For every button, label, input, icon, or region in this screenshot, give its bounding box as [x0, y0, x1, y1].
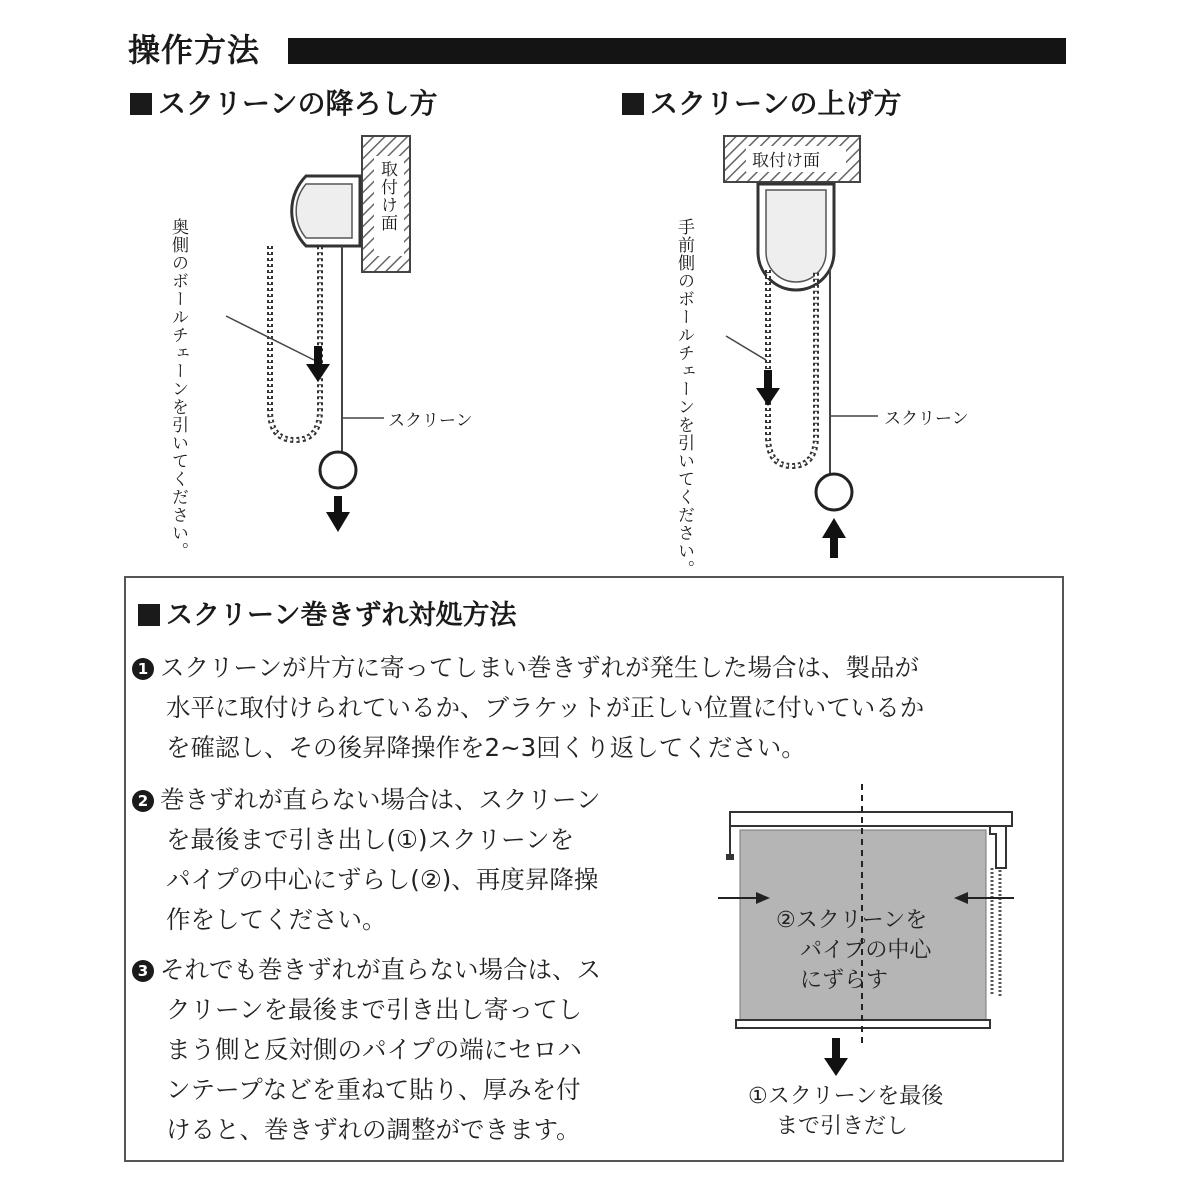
number-badge: 1	[132, 658, 154, 680]
diagram-label-bottom-line-2: まで引きだし	[776, 1114, 909, 1139]
pull-down-arrow-icon	[824, 1058, 848, 1076]
fix-item-1-line-1: スクリーンが片方に寄ってしまい巻きずれが発生した場合は、製品が	[160, 653, 920, 682]
raise-screen-label: スクリーン	[884, 409, 969, 429]
ball-chain	[768, 270, 816, 466]
lower-mount-label: 取付け面	[377, 160, 397, 232]
fix-heading-text: スクリーン巻きずれ対処方法	[166, 600, 517, 631]
bottom-weight	[816, 474, 852, 510]
fix-item-3	[132, 950, 672, 1150]
raise-heading-text: スクリーンの上げ方	[650, 87, 902, 120]
screen-arrow-down-icon	[326, 512, 350, 532]
ball-chain	[270, 246, 320, 440]
diagram-label-center-line-1: ②スクリーンを	[776, 908, 928, 933]
fix-item-3-line-3: まう側と反対側のパイプの端にセロハ	[166, 1035, 582, 1064]
diagram-label-bottom	[748, 1082, 943, 1142]
lower-instruction: 奥側のボールチェーンを引いてください。	[168, 218, 188, 560]
fix-item-2-line-4: 作をしてください。	[166, 905, 387, 934]
number-badge: 3	[132, 960, 154, 982]
fix-item-3-line-2: クリーンを最後まで引き出し寄ってし	[166, 995, 583, 1024]
lower-heading-text: スクリーンの降ろし方	[158, 87, 438, 120]
bottom-weight	[320, 452, 356, 488]
number-badge: 2	[132, 790, 154, 812]
chain-arrow-down-icon	[306, 364, 330, 382]
screen-arrow-up-icon	[822, 518, 846, 538]
diagram-label-center-line-3: にずらす	[800, 968, 889, 993]
raise-instruction: 手前側のボールチェーンを引いてください。	[674, 218, 694, 578]
diagram-label-center	[776, 906, 931, 996]
chain-arrow-down-icon	[756, 388, 780, 406]
fix-item-3-line-1: それでも巻きずれが直らない場合は、ス	[160, 955, 601, 984]
diagram-label-bottom-line-1: ①スクリーンを最後	[748, 1084, 944, 1109]
lower-screen-label: スクリーン	[388, 411, 473, 431]
fix-item-1-line-2: 水平に取付けられているか、ブラケットが正しい位置に付いているか	[166, 693, 925, 722]
fix-item-1	[132, 648, 1057, 768]
fix-item-2-line-3: パイプの中心にずらし(②)、再度昇降操	[166, 865, 599, 894]
fix-item-2	[132, 780, 672, 940]
fix-item-2-line-1: 巻きずれが直らない場合は、スクリーン	[160, 785, 601, 814]
fix-item-3-line-5: けると、巻きずれの調整ができます。	[166, 1115, 581, 1144]
fix-heading	[138, 598, 516, 634]
lower-diagram	[0, 0, 600, 570]
fix-item-1-line-3: を確認し、その後昇降操作を2~3回くり返してください。	[166, 733, 806, 762]
page-title: 操作方法	[128, 31, 261, 69]
fix-item-3-line-4: ンテープなどを重ねて貼り、厚みを付	[166, 1075, 581, 1104]
diagram-label-center-line-2: パイプの中心	[800, 938, 932, 963]
raise-mount-label: 取付け面	[752, 151, 820, 171]
square-bullet-icon	[138, 604, 160, 626]
fix-item-2-line-2: を最後まで引き出し(①)スクリーンを	[166, 825, 575, 854]
